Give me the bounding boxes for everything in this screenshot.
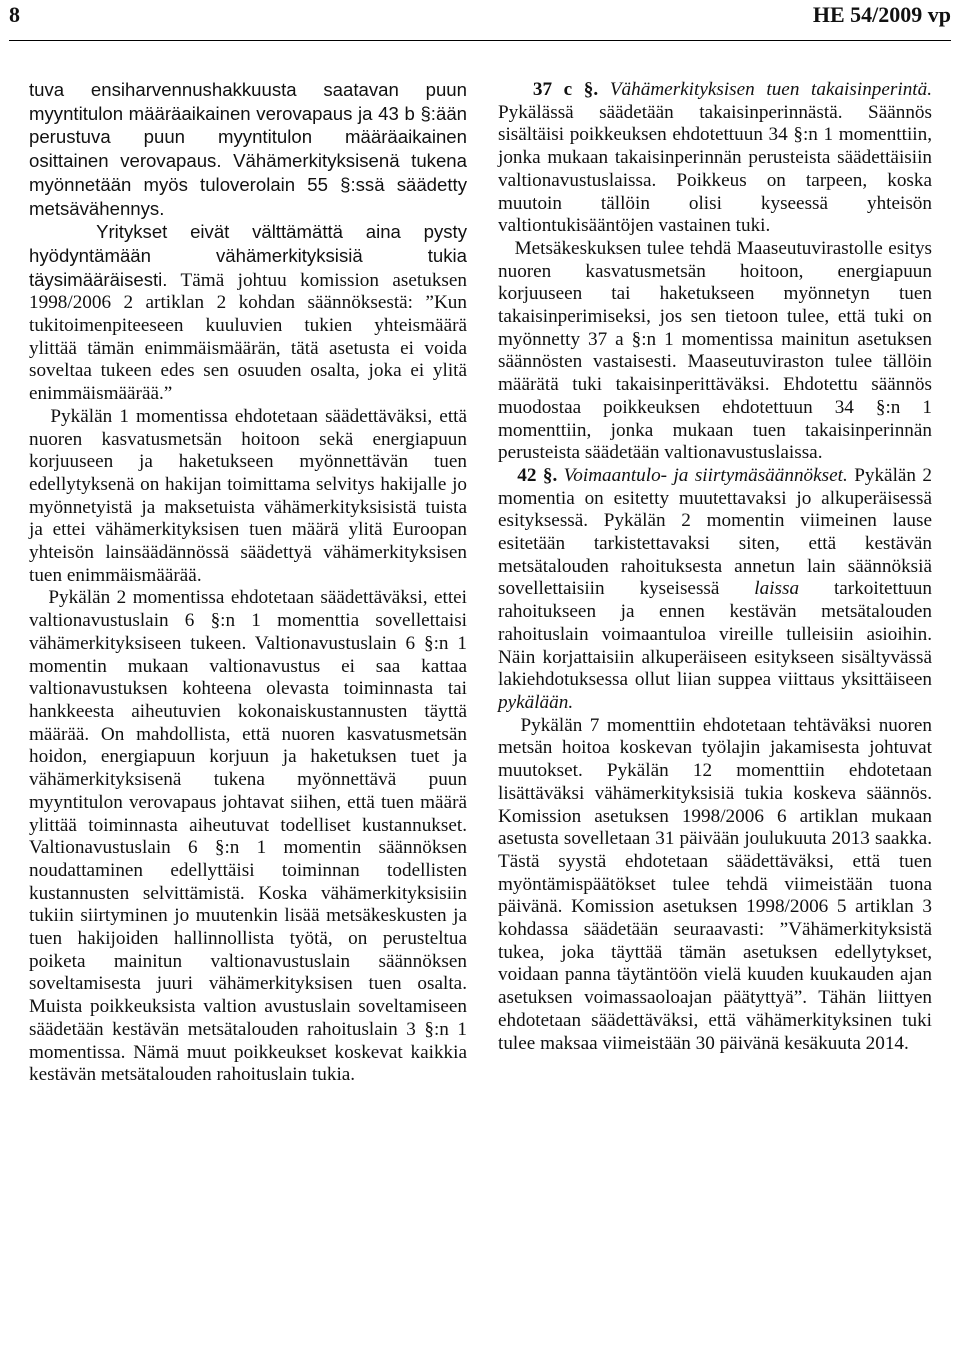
paragraph [29, 587, 467, 1086]
section-title: Vähämerkityksisen tuen takaisinperintä. [609, 79, 933, 100]
section-37c [498, 79, 932, 238]
paragraph-text: tuva ensiharvennushakkuusta saatavan puun myyntitulon määräaikainen verovapaus ja 43 b §:ään perustuva puun myyntitulon määräaikainen osittainen verovapaus. Vähämerkityksisenä tukena myönnetään myös tuloverolain 55 §:ssä säädetty metsävähennys. [29, 79, 467, 219]
paragraph-text: pykälään. [498, 691, 574, 713]
paragraph-text: Yritykset eivät välttämättä aina pysty hyödyntämään vähämerkityksisiä tukia täysimääräisesti. [29, 221, 467, 290]
paragraph-text: Pykälän 2 momentissa ehdotetaan säädettäväksi, ettei valtionavustuslain 6 §:n 1 momenttia sovellettaisi vähämerkityksiseen tukeen. Valtionavustuslain 6 §:n 1 momentin mukaan valtionavustus ei saa kattaa valtionavustuksen kohteena olevasta toiminnasta tai hankkeesta aiheutuvien kokonaiskustannusten täyttä määrää. On mahdollista, että nuoren kasvatusmetsän hoidon, energiapuun korjuun ja haketuksen tuet ja vähämerkityksisenä tukena myönnettävä puun myyntitulon verovapaus johtavat siihen, että tuen määrä ylittää toiminnasta aiheutuvat todelliset kustannukset. Valtionavustuslain 6 §:n 1 momentin säännöksen noudattaminen edellyttäisi toiminnan todellisten kustannusten selvittämistä. Koska vähämerkityksisiin tukiin siirtyminen jo muutenkin lisää metsäkeskusten ja tuen hakijoiden hallinnollista työtä, on perusteltua poiketa mainitun valtionavustuslain säännöksen soveltamisesta juuri vähämerkityksisen tuen osalta. Muista poikkeuksista valtion avustuslain soveltamiseen säädetään kestävän metsätalouden rahoituslain 3 §:n 1 momentissa. Nämä muut poikkeukset koskevat kaikkia kestävän metsätalouden rahoituslain tukia. [29, 587, 467, 1086]
paragraph [29, 406, 467, 588]
section-title: Voimaantulo- ja siirtymäsäännökset. [563, 464, 848, 486]
page-header [9, 0, 951, 41]
paragraph-text: Pykälän 2 momentia on esitetty muutettavaksi jo alkuperäisessä esityksessä. Pykälän 2 momentin viimeinen lause esitetään tarkistettavaksi siten, että kestävän metsätalouden rahoituksesta annetun lain säännöksiä sovellettaisiin kyseisessä [498, 464, 933, 600]
page-number: 8 [9, 2, 20, 27]
paragraph-text: tarkoitettuun rahoitukseen ja ennen kestävän metsätalouden rahoituslain voimaantuloa vireille tulleisiin asioihin. Näin korjattaisiin alkuperäiseen esitykseen sisältyvässä lakiehdotuksessa ollut liian suppea viittaus yksittäiseen [498, 578, 932, 691]
paragraph-text: Tämä johtuu komission asetuksen 1998/2006 2 artiklan 2 kohdan säännöksestä: ”Kun tukitoimenpiteeseen kuuluvien tukien yhteismäärä ylittää tämän enimmäismäärän, tätä asetusta ei voida soveltaa tukeen edes sen osuuden osalta, joka ei ylitä enimmäismäärää.” [29, 269, 467, 405]
paragraph-text: Komission asetuksen 1998/2006 5 artiklan 3 kohdassa säädetään seuraavasti: ”Vähämerkityksistä tukea, joka täyttää tämän asetuksen edellytykset, voidaan panna täytäntöön vielä kuuden kuukauden ajan asetuksen voimassaoloajan päätyttyä”. Tähän liittyen ehdotetaan säädettäväksi, että vähämerkityksinen tuki tulee maksaa viimeistään 30 päivänä kesäkuuta 2014. [498, 896, 932, 1054]
paragraph [498, 238, 932, 465]
paragraph [29, 221, 467, 406]
right-column [498, 79, 932, 1055]
paragraph-text: Metsäkeskuksen tulee tehdä Maaseutuvirastolle esitys nuoren kasvatusmetsän hoitoon, energiapuun korjuuseen tai haketukseen myönnetyn tuen takaisinperimiseksi, jos sen tietoon tulee, että tuki on myönnetty 37 a §:n 1 momentissa mainitun asetuksen säännösten vastaisesti. Maaseutuviraston tulee tällöin määrätä tuki takaisinperittäväksi. Ehdotettu säännös muodostaa poikkeuksen ehdotettuun 34 §:n 1 momenttiin, jonka mukaan tuen takaisinperinnän perusteista säädetään valtionavustuslaissa. [498, 237, 933, 464]
paragraph [498, 715, 932, 1056]
section-number: 42 §. [517, 464, 558, 486]
paragraph-text: Pykälässä säädetään takaisinperinnästä. Säännös sisältäisi poikkeuksen ehdotettuun 34 §:n 1 momenttiin, jonka mukaan takaisinperinnän perusteista säädettäisiin valtionavustuslaissa. Poikkeus on tarpeen, koska muutoin tällöin olisi kyseessä yhteisön valtiontukisääntöjen vastainen tuki. [498, 101, 932, 237]
section-42 [498, 465, 932, 715]
paragraph [29, 79, 467, 221]
paragraph-text: Pykälän 1 momentissa ehdotetaan säädettäväksi, että nuoren kasvatusmetsän hoitoon sekä energiapuun korjuuseen ja haketukseen myönnettävän tuen edellytyksenä on hakijan toimittama selvitys hakijalle jo myönnetyistä ja maksetuista vähämerkityksisistä tuista ja ettei vähämerkityksisen tuen määrä ylitä Euroopan yhteisön lainsäädännössä säädettyä vähämerkityksisen tuen enimmäismäärää. [29, 405, 467, 586]
left-column [29, 79, 467, 1087]
paragraph-text: Pykälän 7 momenttiin ehdotetaan tehtäväksi nuoren metsän hoitoa koskevan työlajin jakamisesta johtuvat muutokset. Pykälän 12 momenttiin ehdotetaan lisättäväksi vähämerkityksisiä tukia koskeva säännös. Komission asetuksen 1998/2006 6 artiklan mukaan asetusta sovelletaan 31 päivään joulukuuta 2013 saakka. Tästä syystä ehdotetaan säädettäväksi, että tuen myöntämispäätökset tulee tehdä viimeistään tuona päivänä. [498, 714, 932, 918]
document-id: HE 54/2009 vp [812, 2, 951, 27]
section-number: 37 c §. [532, 79, 599, 100]
paragraph-text: laissa [754, 578, 800, 600]
